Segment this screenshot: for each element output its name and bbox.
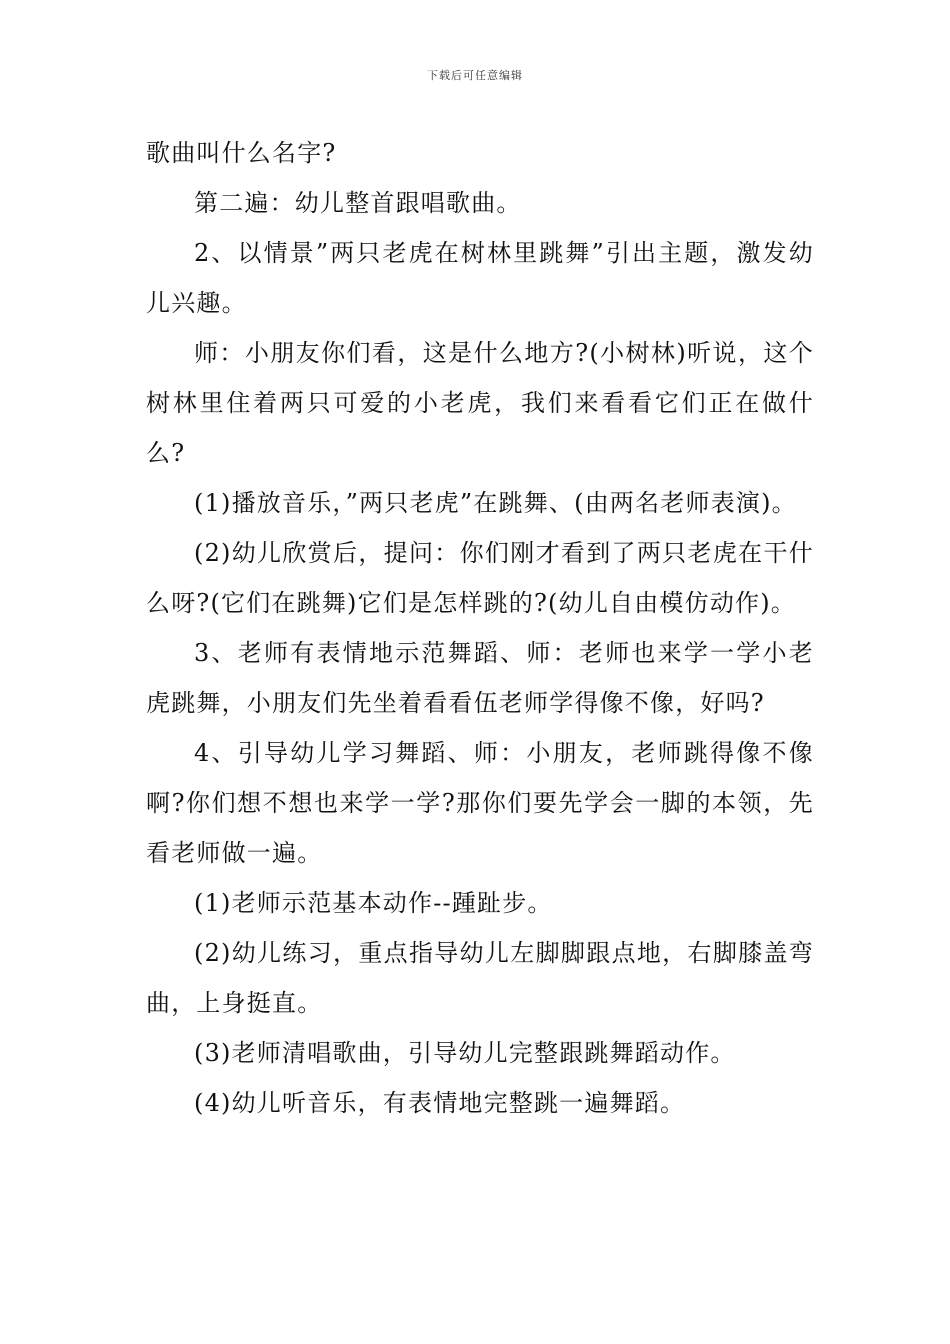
paragraph-substep-2: (2)幼儿欣赏后，提问：你们刚才看到了两只老虎在干什么呀?(它们在跳舞)它们是怎样跳的?(幼儿自由模仿动作)。	[146, 539, 814, 617]
page-header-note: 下载后可任意编辑	[427, 69, 523, 82]
document-body	[146, 128, 814, 1128]
paragraph-step-2: 2、以情景”两只老虎在树林里跳舞”引出主题，激发幼儿兴趣。	[146, 239, 814, 317]
paragraph-step-4: 4、引导幼儿学习舞蹈、师：小朋友，老师跳得像不像啊?你们想不想也来学一学?那你们要先学会一脚的本领，先看老师做一遍。	[146, 739, 814, 867]
paragraph-step-4-sub-3: (3)老师清唱歌曲，引导幼儿完整跟跳舞蹈动作。	[194, 1039, 736, 1067]
paragraph-substep-1: (1)播放音乐，”两只老虎”在跳舞、(由两名老师表演)。	[194, 489, 797, 517]
paragraph-step-4-sub-2: (2)幼儿练习，重点指导幼儿左脚脚跟点地，右脚膝盖弯曲，上身挺直。	[146, 939, 814, 1017]
paragraph-teacher-intro: 师：小朋友你们看，这是什么地方?(小树林)听说，这个树林里住着两只可爱的小老虎，我们来看看它们正在做什么?	[146, 339, 814, 467]
paragraph-step-3: 3、老师有表情地示范舞蹈、师：老师也来学一学小老虎跳舞，小朋友们先坐着看看伍老师学得像不像，好吗?	[146, 639, 814, 717]
paragraph-step-4-sub-4: (4)幼儿听音乐，有表情地完整跳一遍舞蹈。	[194, 1089, 686, 1117]
paragraph-second-round: 第二遍：幼儿整首跟唱歌曲。	[194, 189, 522, 217]
paragraph-step-4-sub-1: (1)老师示范基本动作--踵趾步。	[194, 889, 553, 917]
paragraph-continuation: 歌曲叫什么名字?	[146, 139, 337, 167]
